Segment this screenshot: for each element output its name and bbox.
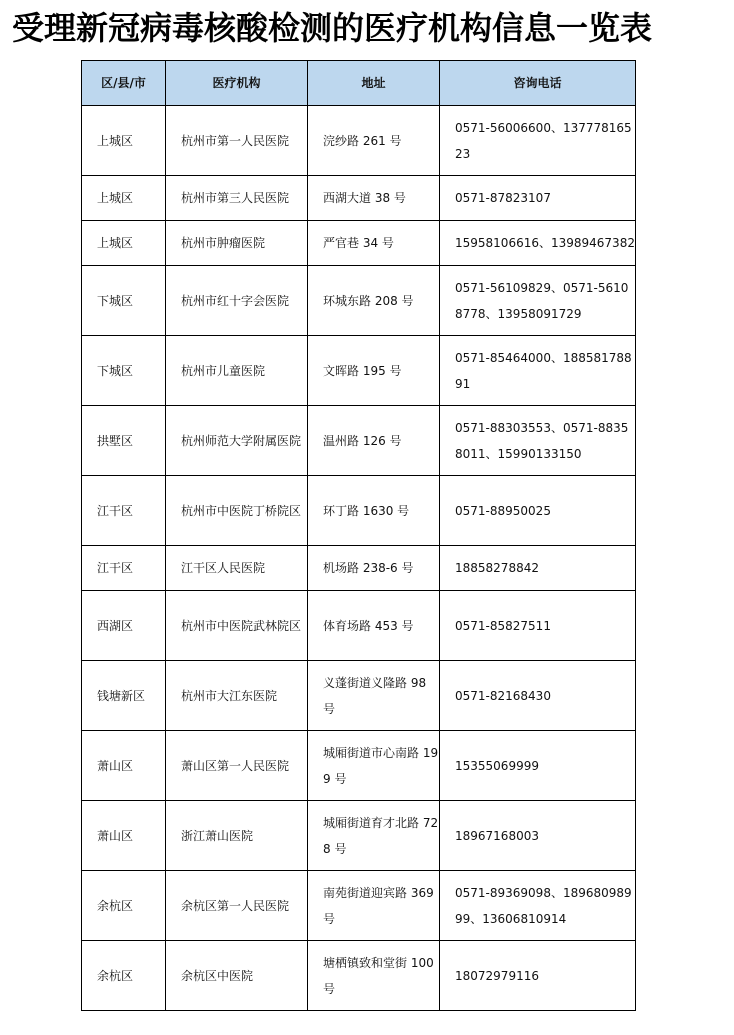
cell-phone: 0571-85464000、18858178891	[440, 336, 636, 406]
cell-district: 江干区	[82, 546, 166, 591]
cell-institution: 江干区人民医院	[166, 546, 308, 591]
table-row	[82, 336, 636, 406]
cell-institution: 余杭区中医院	[166, 941, 308, 1011]
cell-phone: 0571-87823107	[440, 176, 636, 221]
cell-institution: 杭州市肿瘤医院	[166, 221, 308, 266]
cell-institution: 杭州市儿童医院	[166, 336, 308, 406]
header-institution: 医疗机构	[166, 61, 308, 106]
cell-institution: 杭州市第三人民医院	[166, 176, 308, 221]
cell-district: 上城区	[82, 221, 166, 266]
cell-district: 下城区	[82, 266, 166, 336]
cell-district: 拱墅区	[82, 406, 166, 476]
cell-phone: 15355069999	[440, 731, 636, 801]
cell-address: 塘栖镇致和堂街 100 号	[308, 941, 440, 1011]
cell-address: 严官巷 34 号	[308, 221, 440, 266]
table-row	[82, 221, 636, 266]
cell-address: 南苑街道迎宾路 369 号	[308, 871, 440, 941]
cell-district: 萧山区	[82, 731, 166, 801]
medical-institution-table	[81, 60, 636, 1011]
cell-institution: 杭州师范大学附属医院	[166, 406, 308, 476]
cell-district: 钱塘新区	[82, 661, 166, 731]
cell-institution: 杭州市红十字会医院	[166, 266, 308, 336]
table-row	[82, 176, 636, 221]
table-row	[82, 731, 636, 801]
table-row	[82, 106, 636, 176]
table-row	[82, 871, 636, 941]
cell-address: 温州路 126 号	[308, 406, 440, 476]
cell-address: 城厢街道育才北路 728 号	[308, 801, 440, 871]
table-row	[82, 266, 636, 336]
cell-district: 江干区	[82, 476, 166, 546]
table-header-row	[82, 61, 636, 106]
cell-district: 萧山区	[82, 801, 166, 871]
cell-address: 机场路 238-6 号	[308, 546, 440, 591]
cell-institution: 浙江萧山医院	[166, 801, 308, 871]
table-row	[82, 476, 636, 546]
cell-address: 浣纱路 261 号	[308, 106, 440, 176]
table-row	[82, 591, 636, 661]
cell-district: 下城区	[82, 336, 166, 406]
cell-phone: 15958106616、13989467382	[440, 221, 636, 266]
cell-district: 上城区	[82, 176, 166, 221]
cell-address: 城厢街道市心南路 199 号	[308, 731, 440, 801]
cell-institution: 杭州市大江东医院	[166, 661, 308, 731]
cell-phone: 0571-82168430	[440, 661, 636, 731]
cell-address: 环城东路 208 号	[308, 266, 440, 336]
header-address: 地址	[308, 61, 440, 106]
header-district: 区/县/市	[82, 61, 166, 106]
cell-phone: 0571-88950025	[440, 476, 636, 546]
cell-district: 余杭区	[82, 941, 166, 1011]
table-row	[82, 941, 636, 1011]
cell-institution: 余杭区第一人民医院	[166, 871, 308, 941]
cell-district: 余杭区	[82, 871, 166, 941]
header-phone: 咨询电话	[440, 61, 636, 106]
cell-phone: 0571-88303553、0571-88358011、15990133150	[440, 406, 636, 476]
cell-institution: 杭州市中医院丁桥院区	[166, 476, 308, 546]
cell-address: 义蓬街道义隆路 98 号	[308, 661, 440, 731]
cell-address: 环丁路 1630 号	[308, 476, 440, 546]
cell-phone: 0571-85827511	[440, 591, 636, 661]
page-title: 受理新冠病毒核酸检测的医疗机构信息一览表	[12, 9, 653, 47]
table-row	[82, 801, 636, 871]
cell-institution: 萧山区第一人民医院	[166, 731, 308, 801]
cell-district: 西湖区	[82, 591, 166, 661]
cell-phone: 0571-56109829、0571-56108778、13958091729	[440, 266, 636, 336]
cell-address: 文晖路 195 号	[308, 336, 440, 406]
table-row	[82, 546, 636, 591]
cell-institution: 杭州市第一人民医院	[166, 106, 308, 176]
cell-phone: 18967168003	[440, 801, 636, 871]
cell-address: 体育场路 453 号	[308, 591, 440, 661]
cell-address: 西湖大道 38 号	[308, 176, 440, 221]
cell-phone: 0571-56006600、13777816523	[440, 106, 636, 176]
cell-phone: 18858278842	[440, 546, 636, 591]
cell-district: 上城区	[82, 106, 166, 176]
cell-institution: 杭州市中医院武林院区	[166, 591, 308, 661]
table-row	[82, 406, 636, 476]
cell-phone: 18072979116	[440, 941, 636, 1011]
cell-phone: 0571-89369098、18968098999、13606810914	[440, 871, 636, 941]
table-row	[82, 661, 636, 731]
